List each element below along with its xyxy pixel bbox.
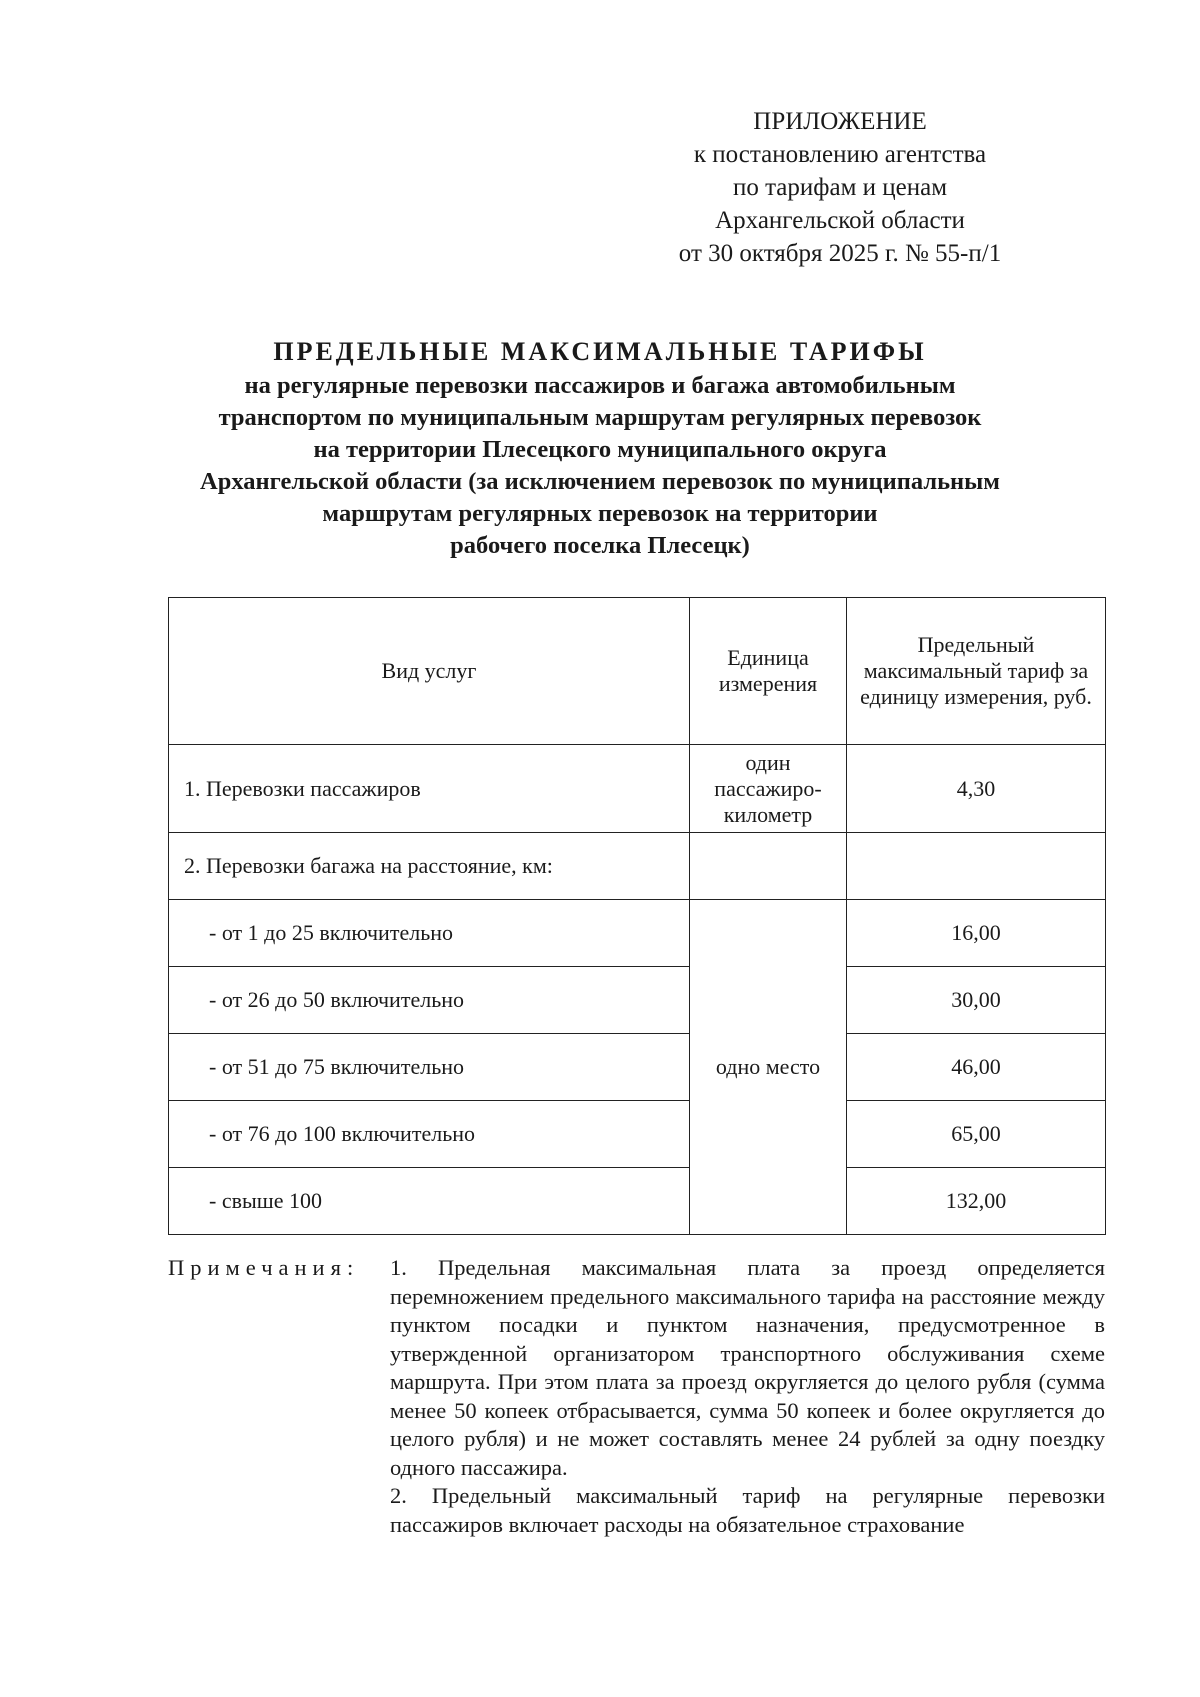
tariff-cell: 132,00 (847, 1168, 1106, 1235)
table-header-row (169, 598, 1106, 745)
header-tariff: Предельный максимальный тариф за единицу измерения, руб. (847, 598, 1106, 745)
table-row (169, 1101, 1106, 1168)
document-title (120, 334, 1080, 562)
table-row (169, 967, 1106, 1034)
note-1: 1. Предельная максимальная плата за проезд определяется перемножением предельного максимального тарифа на расстояние между пунктом посадки и пунктом назначения, предусмотренное в утвержденной организатором транспортного обслуживания схеме маршрута. При этом плата за проезд округляется до целого рубля (сумма менее 50 копеек отбрасывается, сумма 50 копеек и более округляется до целого рубля) и не может составлять менее 24 рублей за одну поездку одного пассажира. (390, 1255, 1105, 1480)
table-row (169, 900, 1106, 967)
note-2: 2. Предельный максимальный тариф на регулярные перевозки пассажиров включает расходы на обязательное страхование (390, 1483, 1105, 1537)
notes-label: Примечания: (168, 1255, 360, 1280)
table-row (169, 745, 1106, 833)
service-cell: - от 1 до 25 включительно (169, 900, 690, 967)
notes-body (390, 1254, 1105, 1539)
title-subtitle (120, 370, 1080, 562)
title-line: транспортом по муниципальным маршрутам регулярных перевозок (218, 404, 982, 431)
tariff-cell: 30,00 (847, 967, 1106, 1034)
unit-cell: одно место (690, 900, 847, 1235)
appendix-line: Архангельской области (715, 207, 965, 234)
title-line: на территории Плесецкого муниципального округа (313, 436, 887, 463)
header-service: Вид услуг (169, 598, 690, 745)
appendix-date-number: от 30 октября 2025 г. № 55-п/1 (678, 240, 1002, 267)
title-line: рабочего поселка Плесецк) (450, 532, 750, 559)
service-cell: - от 76 до 100 включительно (169, 1101, 690, 1168)
service-cell: - от 26 до 50 включительно (169, 967, 690, 1034)
tariff-cell: 46,00 (847, 1034, 1106, 1101)
table-row (169, 1168, 1106, 1235)
appendix-line: к постановлению агентства (693, 141, 987, 168)
title-line: Архангельской области (за исключением перевозок по муниципальным (200, 468, 1000, 495)
unit-cell-empty (690, 833, 847, 900)
service-cell: 2. Перевозки багажа на расстояние, км: (169, 833, 690, 900)
title-main: ПРЕДЕЛЬНЫЕ МАКСИМАЛЬНЫЕ ТАРИФЫ (273, 337, 927, 366)
tariff-cell-empty (847, 833, 1106, 900)
unit-cell: один пассажиро-километр (690, 745, 847, 833)
title-line: маршрутам регулярных перевозок на территории (322, 500, 878, 527)
appendix-block (650, 105, 1030, 270)
table-row (169, 833, 1106, 900)
title-line: на регулярные перевозки пассажиров и багажа автомобильным (244, 372, 956, 399)
tariff-cell: 4,30 (847, 745, 1106, 833)
tariff-cell: 16,00 (847, 900, 1106, 967)
header-unit: Единица измерения (690, 598, 847, 745)
tariff-table (168, 597, 1106, 1235)
appendix-line: по тарифам и ценам (732, 174, 948, 201)
service-cell: - от 51 до 75 включительно (169, 1034, 690, 1101)
service-cell: 1. Перевозки пассажиров (169, 745, 690, 833)
service-cell: - свыше 100 (169, 1168, 690, 1235)
appendix-title: ПРИЛОЖЕНИЕ (753, 108, 927, 135)
tariff-cell: 65,00 (847, 1101, 1106, 1168)
table-row (169, 1034, 1106, 1101)
